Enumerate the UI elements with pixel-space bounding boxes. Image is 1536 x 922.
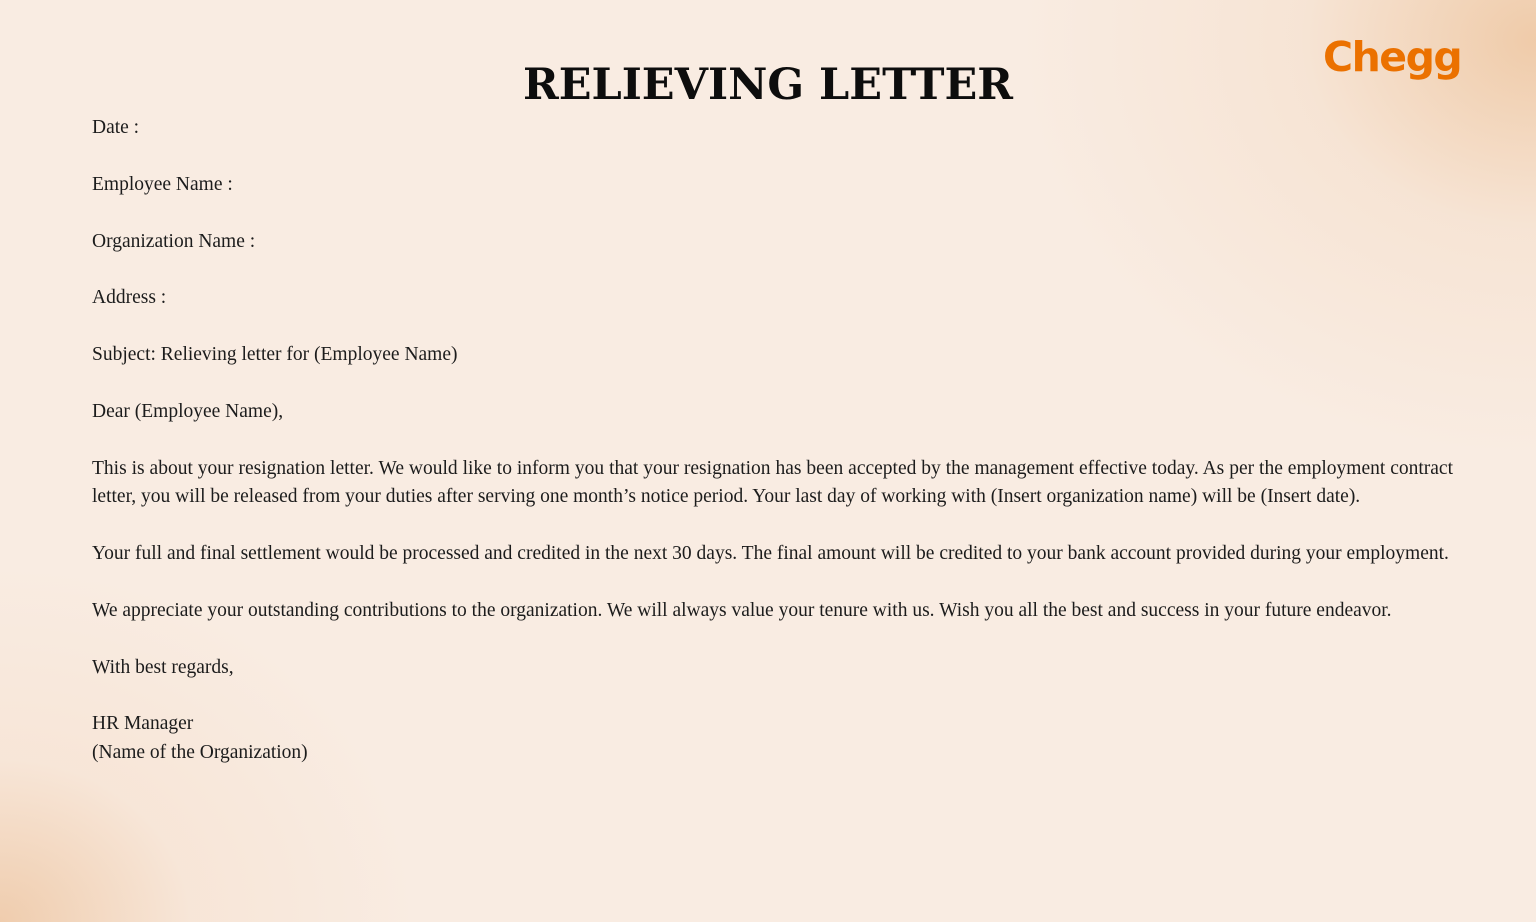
address-field: Address : xyxy=(92,287,167,309)
subject-line: Subject: Relieving letter for (Employee Name) xyxy=(92,344,458,366)
paragraph-resignation: This is about your resignation letter. We would like to inform you that your resignation has been accepted by the management effective today. As per the employment contract letter, you will be released from your duties after serving one month’s notice period. Your last day of working with (Insert organization name) will be (Insert date). xyxy=(92,457,1453,508)
salutation: Dear (Employee Name), xyxy=(92,400,284,422)
paragraph-appreciation: We appreciate your outstanding contributions to the organization. We will always value your tenure with us. Wish you all the best and success in your future endeavor. xyxy=(92,599,1392,621)
date-field: Date : xyxy=(92,117,140,138)
employee-name-field: Employee Name : xyxy=(92,173,233,195)
organization-name-field: Organization Name : xyxy=(92,230,256,252)
chegg-logo: Chegg xyxy=(1323,33,1462,81)
letter-body xyxy=(92,114,1453,767)
letter-title: RELIEVING LETTER xyxy=(522,60,1014,110)
closing-line: With best regards, xyxy=(92,656,234,678)
paragraph-settlement: Your full and final settlement would be processed and credited in the next 30 days. The final amount will be credited to your bank account provided during your employment. xyxy=(92,542,1449,564)
signature-organization: (Name of the Organization) xyxy=(92,741,308,763)
signature-title: HR Manager xyxy=(92,713,194,735)
